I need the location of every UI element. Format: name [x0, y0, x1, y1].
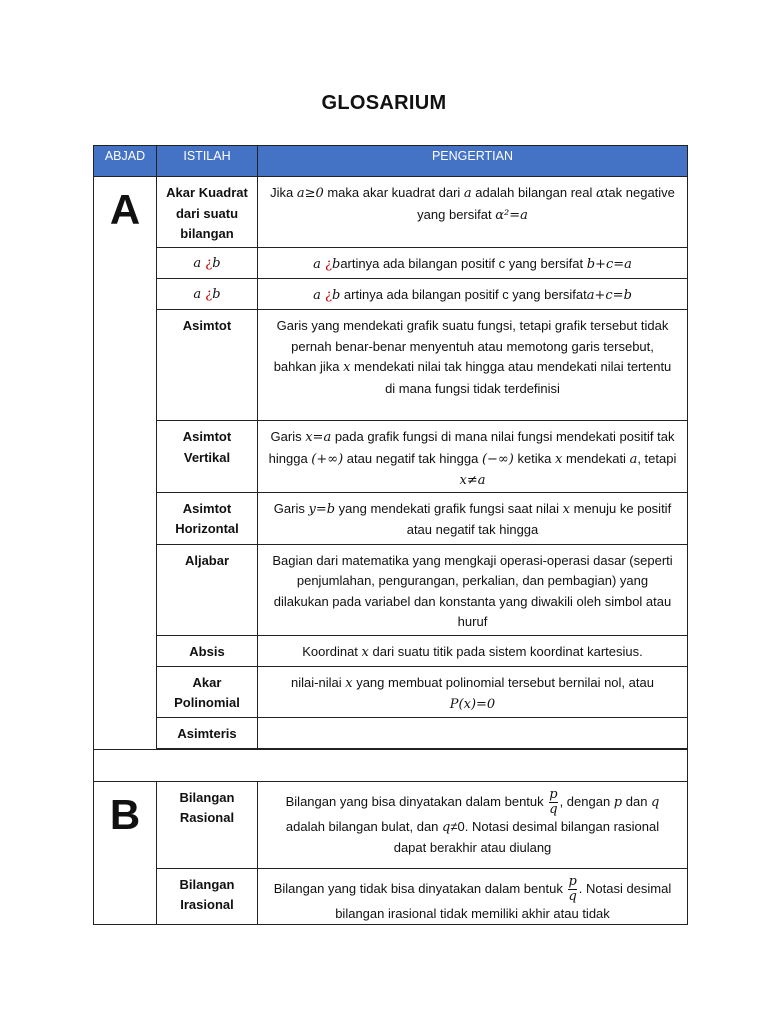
term-greater-than: a ¿b [157, 279, 258, 310]
table-row [94, 544, 688, 635]
def-greater-than: a ¿b artinya ada bilangan positif c yang bersifata+c=b [258, 279, 688, 310]
section-letter-a: A [94, 177, 157, 750]
table-row [94, 717, 688, 748]
term-akar-kuadrat: Akar Kuadrat dari suatu bilangan [157, 177, 258, 248]
term-aljabar: Aljabar [157, 544, 258, 635]
table-row [94, 248, 688, 279]
fraction-p-q: $\frac{p}{q}$ [549, 786, 558, 817]
term-less-than: a ¿b [157, 248, 258, 279]
table-row [94, 310, 688, 421]
term-asimteris: Asimteris [157, 717, 258, 748]
table-row [94, 635, 688, 666]
header-pengertian: PENGERTIAN [258, 146, 688, 177]
term-absis: Absis [157, 635, 258, 666]
def-akar-polinomial: nilai-nilai x yang membuat polinomial tersebut bernilai nol, atau P(x)=0 [258, 666, 688, 717]
def-asimtot: Garis yang mendekati grafik suatu fungsi, tetapi grafik tersebut tidak pernah benar-benar menyentuh atau memotong garis tersebut, bahkan jika x mendekati nilai tak hingga atau mendekati nilai tertentu di mana fungsi tidak terdefinisi [258, 310, 688, 421]
term-asimtot-vertikal: Asimtot Vertikal [157, 421, 258, 493]
table-row [94, 279, 688, 310]
table-row [94, 666, 688, 717]
def-absis: Koordinat x dari suatu titik pada sistem koordinat kartesius. [258, 635, 688, 666]
def-bilangan-irasional: Bilangan yang tidak bisa dinyatakan dalam bentuk $\frac{p}{q}$ . Notasi desimal bilangan irasional tidak memiliki akhir atau tidak [258, 868, 688, 925]
section-letter-b: B [94, 781, 157, 925]
header-abjad: ABJAD [94, 146, 157, 177]
section-divider-row [94, 749, 688, 781]
term-akar-polinomial: Akar Polinomial [157, 666, 258, 717]
glossary-table [93, 145, 688, 925]
term-bilangan-rasional: Bilangan Rasional [157, 781, 258, 868]
table-row [94, 492, 688, 544]
header-row [94, 146, 688, 177]
term-bilangan-irasional: Bilangan Irasional [157, 868, 258, 925]
page-title: GLOSARIUM [321, 92, 447, 114]
table-row [94, 177, 688, 248]
def-less-than: a ¿bartinya ada bilangan positif c yang bersifat b+c=a [258, 248, 688, 279]
table-row [94, 868, 688, 925]
def-asimtot-horizontal: Garis y=b yang mendekati grafik fungsi saat nilai x menuju ke positif atau negatif tak hingga [258, 492, 688, 544]
def-akar-kuadrat: Jika a≥0 maka akar kuadrat dari a adalah bilangan real αtak negative yang bersifat α²=a [258, 177, 688, 248]
term-asimtot-horizontal: Asimtot Horizontal [157, 492, 258, 544]
term-asimtot: Asimtot [157, 310, 258, 421]
table-row [94, 781, 688, 868]
table-row [94, 421, 688, 493]
fraction-p-q: $\frac{p}{q}$ [568, 873, 577, 904]
def-asimtot-vertikal: Garis x=a pada grafik fungsi di mana nilai fungsi mendekati positif tak hingga (+∞) atau negatif tak hingga (−∞) ketika x mendekati a, tetapi x≠a [258, 421, 688, 493]
def-asimteris [258, 717, 688, 748]
def-aljabar: Bagian dari matematika yang mengkaji operasi-operasi dasar (seperti penjumlahan, pengurangan, perkalian, dan pembagian) yang dilakukan pada variabel dan konstanta yang diwakili oleh simbol atau huruf [258, 544, 688, 635]
def-bilangan-rasional: Bilangan yang bisa dinyatakan dalam bentuk $\frac{p}{q}$ , dengan p dan q adalah bilangan bulat, dan q≠0. Notasi desimal bilangan rasional dapat berakhir atau diulang [258, 781, 688, 868]
header-istilah: ISTILAH [157, 146, 258, 177]
